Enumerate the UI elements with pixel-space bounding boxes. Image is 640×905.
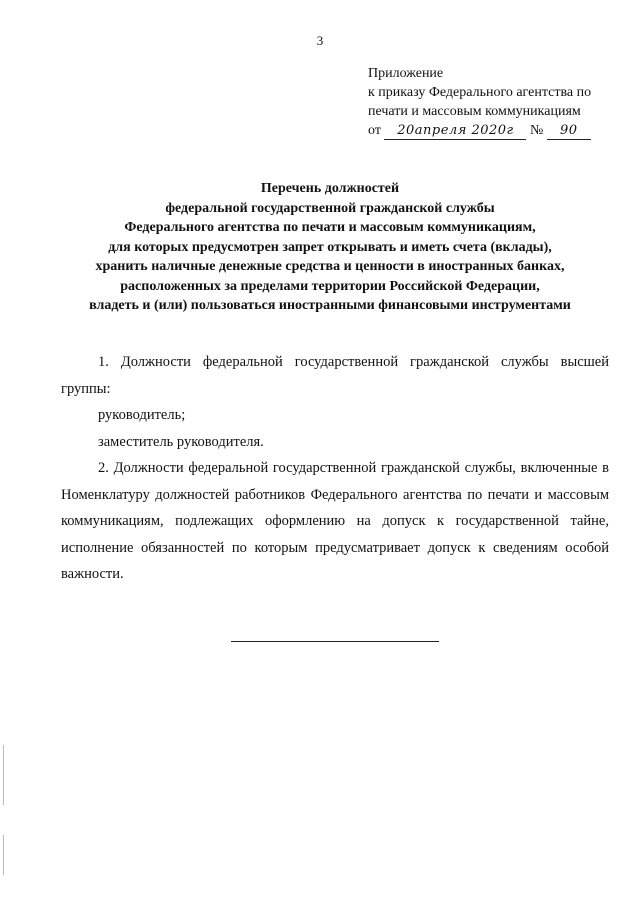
page-number: 3 xyxy=(316,33,324,48)
document-title xyxy=(60,179,600,316)
title-line-1: Перечень должностей xyxy=(260,181,400,196)
appendix-line-2: к приказу Федерального агентства по xyxy=(368,85,592,100)
handwritten-number: 90 xyxy=(547,123,591,140)
title-line-4: для которых предусмотрен запрет открывать и иметь счета (вклады), xyxy=(108,239,552,255)
paragraph-item-1-deputy: заместитель руководителя. xyxy=(98,433,264,450)
paragraph-item-1: 1. Должности федеральной государственной гражданской службы высшей группы: xyxy=(61,354,609,397)
title-line-2: федеральной государственной гражданской службы xyxy=(165,200,495,216)
scan-margin-mark xyxy=(3,745,4,805)
appendix-date-line xyxy=(368,121,628,140)
document-body xyxy=(61,349,609,588)
appendix-line-1: Приложение xyxy=(368,66,444,81)
handwritten-date: 20апреля 2020г xyxy=(384,123,526,140)
paragraph-item-2: 2. Должности федеральной государственной гражданской службы, включенные в Номенклатуру должностей работников Федерального агентства по печати и массовым коммуникациям, подлежащих оформлению на допуск к государственной тайне, исполнение обязанностей по которым предусматривает допуск к сведениям особой важности. xyxy=(61,460,609,582)
appendix-line-3: печати и массовым коммуникациям xyxy=(368,104,581,119)
end-divider xyxy=(231,641,439,642)
title-line-3: Федерального агентства по печати и массовым коммуникациям, xyxy=(124,220,536,235)
paragraph-item-1-head: руководитель; xyxy=(98,407,186,423)
title-line-6: расположенных за пределами территории Российской Федерации, xyxy=(120,278,540,294)
title-line-7: владеть и (или) пользоваться иностранными финансовыми инструментами xyxy=(89,298,571,313)
number-label: № xyxy=(529,123,544,138)
appendix-block xyxy=(368,64,628,140)
title-line-5: хранить наличные денежные средства и ценности в иностранных банках, xyxy=(95,259,565,274)
from-label: от xyxy=(368,123,381,138)
scan-margin-mark-lower xyxy=(3,835,4,875)
